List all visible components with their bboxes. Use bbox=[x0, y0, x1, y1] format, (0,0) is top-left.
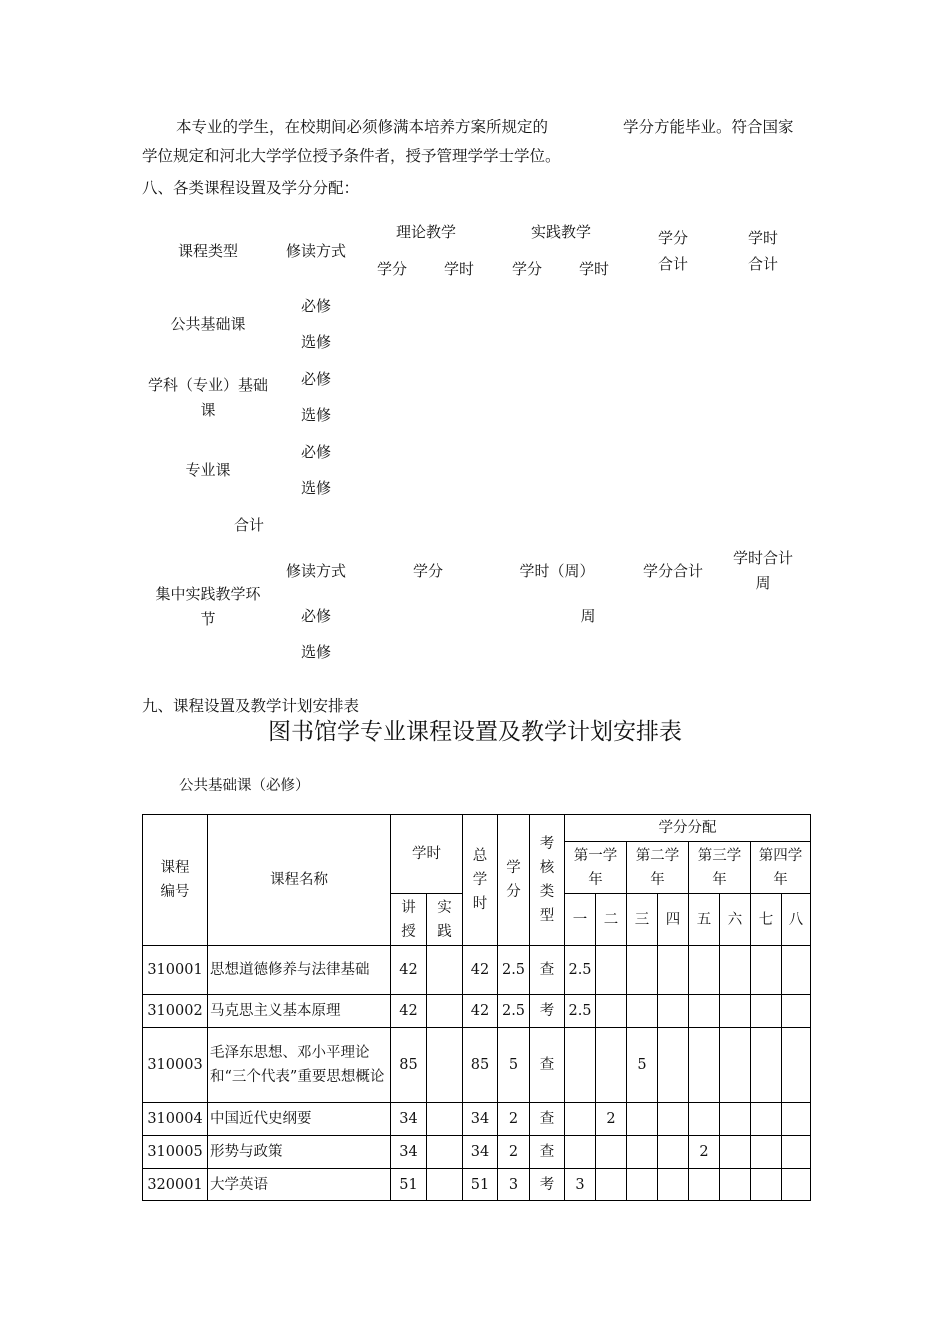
hdr-term-6: 六 bbox=[720, 894, 751, 946]
hdr-lecture: 讲 授 bbox=[391, 894, 427, 946]
mode-required-2: 必修 bbox=[300, 370, 331, 388]
hdr-name: 课程名称 bbox=[208, 815, 391, 946]
hdr-credit-dist: 学分分配 bbox=[565, 815, 811, 842]
hdr-total-hours: 总 学 时 bbox=[463, 815, 498, 946]
hdr-term-2: 二 bbox=[596, 894, 627, 946]
hdr-year-4: 第四学 年 bbox=[751, 842, 811, 894]
hdr-practice: 实践教学 bbox=[530, 223, 591, 241]
hdr-practice: 实 践 bbox=[427, 894, 463, 946]
hdr-practice-hours: 学时 bbox=[578, 260, 609, 278]
table-row: 310001 思想道德修养与法律基础 42 42 2.5 查 2.5 bbox=[143, 946, 811, 995]
table-row: 320001 大学英语 51 51 3 考 3 bbox=[143, 1169, 811, 1201]
hdr-term-5: 五 bbox=[689, 894, 720, 946]
hdr-assessment: 考 核 类 型 bbox=[530, 815, 565, 946]
hdr-hours: 学时 bbox=[391, 815, 463, 894]
row-discipline-basic-2: 课 bbox=[200, 401, 216, 419]
hdr-term-8: 八 bbox=[782, 894, 811, 946]
teaching-plan-table bbox=[142, 814, 811, 1201]
mode-elective-2: 选修 bbox=[300, 406, 331, 424]
hdr-code: 课程 编号 bbox=[143, 815, 208, 946]
hdr-term-3: 三 bbox=[627, 894, 658, 946]
practice-required: 必修 bbox=[300, 607, 331, 625]
hdr-hours-total-2: 合计 bbox=[747, 255, 778, 273]
hdr-term-1: 一 bbox=[565, 894, 596, 946]
practice-week: 周 bbox=[580, 607, 596, 625]
hdr-year-1: 第一学 年 bbox=[565, 842, 627, 894]
mode-elective-3: 选修 bbox=[300, 479, 331, 497]
hdr-credit-total-2: 合计 bbox=[657, 255, 688, 273]
table-row: 310002 马克思主义基本原理 42 42 2.5 考 2.5 bbox=[143, 995, 811, 1028]
intro-line-2: 学位规定和河北大学学位授予条件者，授予管理学学士学位。 bbox=[142, 147, 561, 165]
row-total: 合计 bbox=[233, 516, 264, 534]
practice-hdr-mode: 修读方式 bbox=[285, 562, 346, 580]
practice-hdr-hours-total-2: 周 bbox=[755, 574, 771, 592]
practice-hdr-credit-total: 学分合计 bbox=[642, 562, 703, 580]
table-row: 310005 形势与政策 34 34 2 查 2 bbox=[143, 1136, 811, 1169]
hdr-credit: 学 分 bbox=[498, 815, 530, 946]
row-public-basic: 公共基础课 bbox=[170, 315, 246, 333]
hdr-practice-credit: 学分 bbox=[511, 260, 542, 278]
hdr-term-4: 四 bbox=[658, 894, 689, 946]
hdr-term-7: 七 bbox=[751, 894, 782, 946]
intro-line-1a: 本专业的学生，在校期间必须修满本培养方案所规定的 bbox=[176, 118, 549, 136]
practice-elective: 选修 bbox=[300, 643, 331, 661]
practice-label-1: 集中实践教学环 bbox=[155, 585, 261, 603]
hdr-year-2: 第二学 年 bbox=[627, 842, 689, 894]
row-discipline-basic-1: 学科（专业）基础 bbox=[147, 376, 268, 394]
hdr-credit-total-1: 学分 bbox=[657, 229, 688, 247]
section9-heading: 九、课程设置及教学计划安排表 bbox=[142, 697, 360, 715]
intro-line-1b: 学分方能毕业。符合国家 bbox=[623, 118, 794, 136]
hdr-study-mode: 修读方式 bbox=[285, 242, 346, 260]
hdr-theory: 理论教学 bbox=[395, 223, 456, 241]
practice-hdr-hours-week: 学时（周） bbox=[519, 562, 595, 580]
mode-required-3: 必修 bbox=[300, 443, 331, 461]
row-major: 专业课 bbox=[185, 461, 231, 479]
mode-elective-1: 选修 bbox=[300, 333, 331, 351]
table-row: 310004 中国近代史纲要 34 34 2 查 2 bbox=[143, 1103, 811, 1136]
hdr-year-3: 第三学 年 bbox=[689, 842, 751, 894]
mode-required-1: 必修 bbox=[300, 297, 331, 315]
hdr-theory-credit: 学分 bbox=[376, 260, 407, 278]
practice-label-2: 节 bbox=[200, 610, 216, 628]
section8-heading: 八、各类课程设置及学分分配： bbox=[142, 179, 360, 197]
hdr-hours-total-1: 学时 bbox=[747, 229, 778, 247]
practice-hdr-hours-total-1: 学时合计 bbox=[732, 549, 793, 567]
public-basic-subheading: 公共基础课（必修） bbox=[179, 778, 310, 794]
table-row: 310003 毛泽东思想、邓小平理论和“三个代表”重要思想概论 85 85 5 查 5 bbox=[143, 1028, 811, 1103]
plan-title: 图书馆学专业课程设置及教学计划安排表 bbox=[268, 719, 682, 745]
hdr-course-type: 课程类型 bbox=[177, 242, 238, 260]
practice-hdr-credit: 学分 bbox=[412, 562, 443, 580]
hdr-theory-hours: 学时 bbox=[443, 260, 474, 278]
